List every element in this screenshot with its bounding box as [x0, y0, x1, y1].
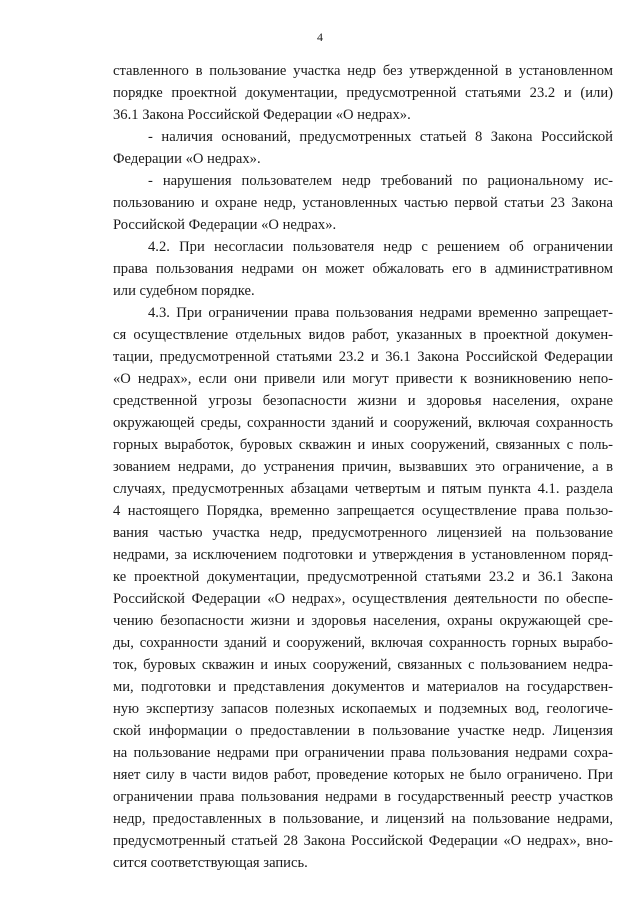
text-line: сится соответствующая запись. — [113, 855, 308, 871]
text-line: ставленного в пользование участка недр без утвержденной в установленном — [113, 63, 613, 79]
text-line: чению безопасности жизни и здоровья населения, охраны окружающей сре- — [113, 613, 613, 629]
text-line: няет силу в части видов работ, проведение которых не было ограничено. При — [113, 767, 613, 783]
text-line: 4 настоящего Порядка, временно запрещается осуществление права пользо- — [113, 503, 613, 519]
text-line: ке проектной документации, предусмотренной статьями 23.2 и 36.1 Закона — [113, 569, 613, 585]
text-line: или судебном порядке. — [113, 283, 255, 299]
text-line: средственной угрозы безопасности жизни и здоровья населения, охране — [113, 393, 613, 409]
text-line: ся осуществление отдельных видов работ, указанных в проектной докумен- — [113, 327, 613, 343]
text-line: случаях, предусмотренных абзацами четвертым и пятым пункта 4.1. раздела — [113, 481, 613, 497]
page-number: 4 — [317, 30, 323, 44]
text-line: «О недрах», если они привели или могут привести к возникновению непо- — [113, 371, 613, 387]
text-line: предусмотренный статьей 28 Закона Российской Федерации «О недрах», вно- — [113, 833, 613, 849]
text-line: ограничении права пользования недрами в государственный реестр участков — [113, 789, 613, 805]
text-line: ды, сохранности зданий и сооружений, включая сохранность горных вырабо- — [113, 635, 613, 651]
text-line: недрами, за исключением подготовки и утверждения в установленном поряд- — [113, 547, 613, 563]
text-line: горных выработок, буровых скважин и иных сооружений, связанных с поль- — [113, 437, 613, 453]
text-line: пользованию и охране недр, установленных частью первой статьи 23 Закона — [113, 195, 613, 211]
text-line: 4.3. При ограничении права пользования недрами временно запрещает- — [148, 305, 613, 321]
text-line: 36.1 Закона Российской Федерации «О недрах». — [113, 107, 411, 123]
text-line: права пользования недрами он может обжаловать его в административном — [113, 261, 613, 277]
text-line: Российской Федерации «О недрах». — [113, 217, 337, 233]
text-line: ток, буровых скважин и иных сооружений, связанных с пользованием недра- — [113, 657, 613, 673]
text-line: Российской Федерации «О недрах», осуществления деятельности по обеспе- — [113, 591, 613, 607]
text-line: ную экспертизу запасов полезных ископаемых и подземных вод, геологиче- — [113, 701, 613, 717]
text-line: Федерации «О недрах». — [113, 151, 261, 167]
text-line: тации, предусмотренной статьями 23.2 и 36.1 Закона Российской Федерации — [113, 349, 613, 365]
text-line: ской информации о предоставлении в пользование участке недр. Лицензия — [113, 723, 613, 739]
text-line: - нарушения пользователем недр требований по рациональному ис- — [148, 173, 613, 189]
text-line: 4.2. При несогласии пользователя недр с решением об ограничении — [148, 239, 613, 255]
text-line: вания частью участка недр, предусмотренного лицензией на пользование — [113, 525, 613, 541]
text-line: недр, предоставленных в пользование, и лицензий на пользование недрами, — [113, 811, 613, 827]
text-line: окружающей среды, сохранности зданий и сооружений, включая сохранность — [113, 415, 613, 431]
text-line: ми, подготовки и представления документов и материалов на государствен- — [113, 679, 613, 695]
text-line: на пользование недрами при ограничении права пользования недрами сохра- — [113, 745, 613, 761]
text-line: зованием недрами, до устранения причин, вызвавших это ограничение, а в — [113, 459, 613, 475]
text-line: порядке проектной документации, предусмотренной статьями 23.2 и (или) — [113, 85, 613, 101]
text-line: - наличия оснований, предусмотренных статьей 8 Закона Российской — [148, 129, 613, 145]
